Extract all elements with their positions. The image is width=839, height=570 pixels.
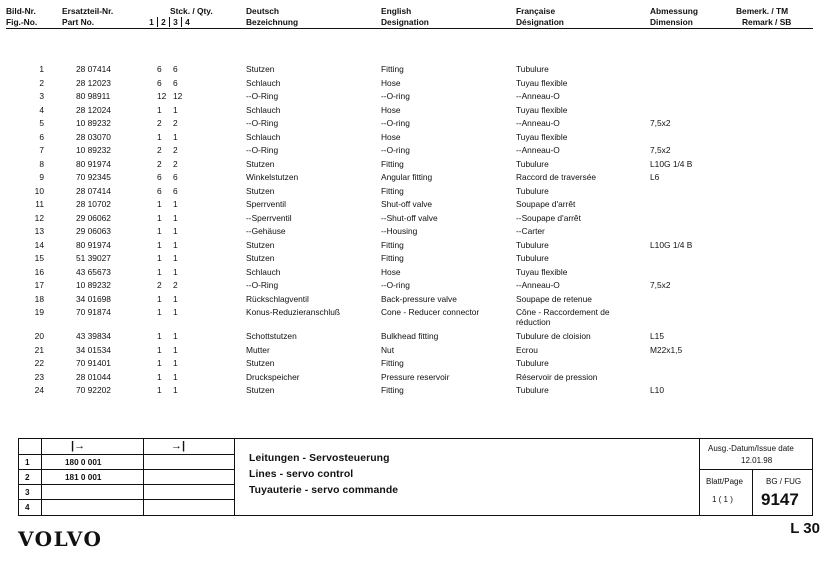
header-de: Deutsch: [246, 6, 280, 16]
cell-q2: 6: [173, 185, 178, 196]
cell-fr: Tuyau flexible: [516, 77, 568, 88]
cell-q2: 12: [173, 91, 183, 101]
cell-no: 13: [34, 226, 44, 236]
cell-q2: 2: [173, 280, 178, 290]
cell-no: 11: [35, 199, 44, 209]
cell-dim: 7,5x2: [650, 280, 671, 290]
cell-no: 7: [39, 145, 44, 155]
cell-q1: 2: [157, 280, 162, 290]
cell-no: 20: [34, 331, 44, 341]
cell-q2: 1: [173, 104, 178, 115]
cell-q2: 1: [173, 199, 178, 209]
volvo-logo: VOLVO: [18, 527, 103, 551]
cell-dim: M22x1,5: [650, 344, 683, 355]
line-number: 1: [25, 458, 30, 467]
cell-de: Schlauch: [246, 77, 281, 88]
to-arrow-icon: →|: [171, 440, 186, 452]
header-fig-en: Fig.-No.: [6, 17, 38, 27]
cell-no: 3: [39, 91, 44, 101]
cell-de: --Sperrventil: [246, 212, 292, 223]
table-row: [0, 253, 839, 267]
cell-q1: 6: [157, 64, 162, 74]
cell-en: --Shut-off valve: [381, 212, 438, 223]
cell-de: --O-Ring: [246, 280, 279, 290]
cell-q1: 1: [157, 239, 162, 250]
supersession-grid: [19, 439, 235, 515]
table-row: [0, 78, 839, 92]
cell-de: Stutzen: [246, 358, 275, 368]
cell-no: 22: [34, 358, 44, 368]
cell-de: Schlauch: [246, 131, 281, 142]
qty-col-4: 4: [181, 17, 193, 27]
table-row: [0, 267, 839, 281]
cell-part: 80 91974: [76, 239, 111, 250]
cell-q1: 1: [157, 226, 162, 236]
cell-fr: Tubulure: [516, 385, 549, 395]
table-row: [0, 345, 839, 359]
cell-fr: Tubulure: [516, 239, 549, 250]
cell-no: 17: [34, 280, 44, 290]
cell-en: Fitting: [381, 158, 404, 169]
cell-fr: Tuyau flexible: [516, 104, 568, 115]
cell-q2: 1: [173, 293, 178, 304]
line-from: 181 0 001: [65, 473, 102, 482]
cell-en: --O-ring: [381, 280, 410, 290]
table-row: [0, 385, 839, 399]
cell-de: Schottstutzen: [246, 331, 297, 341]
cell-q1: 6: [157, 77, 162, 88]
cell-fr: Ecrou: [516, 344, 538, 355]
cell-fr: Réservoir de pression: [516, 371, 598, 382]
cell-part: 28 10702: [76, 199, 111, 209]
qty-col-2: 2: [157, 17, 169, 27]
cell-fr: --Carter: [516, 226, 545, 236]
header-remark-sub: Remark / SB: [742, 17, 792, 27]
cell-q1: 6: [157, 172, 162, 182]
cell-part: 10 89232: [76, 145, 111, 155]
table-row: [0, 172, 839, 186]
cell-q2: 1: [173, 239, 178, 250]
cell-q1: 1: [157, 131, 162, 142]
cell-fr: Tuyau flexible: [516, 131, 568, 142]
cell-de: --O-Ring: [246, 91, 279, 101]
cell-q1: 2: [157, 145, 162, 155]
cell-de: Stutzen: [246, 239, 275, 250]
cell-part: 80 98911: [76, 91, 111, 101]
cell-en: Fitting: [381, 239, 404, 250]
cell-dim: 7,5x2: [650, 145, 671, 155]
title-french: Tuyauterie - servo commande: [249, 485, 399, 496]
cell-q1: 1: [157, 104, 162, 115]
cell-fr: Tubulure: [516, 253, 549, 263]
cell-q2: 1: [173, 371, 178, 382]
cell-en: Fitting: [381, 253, 404, 263]
table-row: [0, 280, 839, 294]
group-number: 9147: [761, 490, 799, 509]
cell-fr: Tubulure: [516, 64, 549, 74]
cell-en: Hose: [381, 266, 401, 277]
cell-de: --O-Ring: [246, 145, 279, 155]
header-fr: Française: [516, 6, 556, 16]
cell-no: 14: [34, 239, 44, 250]
cell-en: Bulkhead fitting: [381, 331, 439, 341]
cell-part: 70 91874: [76, 307, 111, 317]
cell-part: 28 12023: [76, 77, 111, 88]
cell-q1: 2: [157, 158, 162, 169]
cell-de: Schlauch: [246, 104, 281, 115]
cell-part: 70 92202: [76, 385, 111, 395]
cell-q2: 1: [173, 358, 178, 368]
cell-fr: --Anneau-O: [516, 280, 560, 290]
parts-list: [0, 64, 839, 399]
cell-en: Fitting: [381, 358, 404, 368]
table-row: [0, 331, 839, 345]
line-from: 180 0 001: [65, 458, 102, 467]
title-german: Leitungen - Servosteuerung: [249, 453, 390, 464]
line-number: 4: [25, 503, 30, 512]
cell-en: Hose: [381, 104, 401, 115]
cell-fr: Raccord de traversée: [516, 172, 597, 182]
cell-de: Stutzen: [246, 64, 275, 74]
issue-date-label: Ausg.-Datum/Issue date: [708, 444, 794, 453]
cell-no: 4: [39, 104, 44, 115]
table-row: [0, 159, 839, 173]
cell-part: 34 01534: [76, 344, 111, 355]
page-label: Blatt/Page: [706, 477, 743, 486]
cell-q1: 12: [157, 91, 167, 101]
cell-en: Hose: [381, 77, 401, 88]
cell-q1: 1: [157, 385, 162, 395]
cell-no: 16: [34, 266, 44, 277]
cell-de: Stutzen: [246, 253, 275, 263]
cell-q2: 1: [173, 307, 178, 317]
cell-de: Sperrventil: [246, 199, 287, 209]
table-row: [0, 226, 839, 240]
cell-de: Stutzen: [246, 185, 275, 196]
title-english: Lines - servo control: [249, 469, 354, 480]
table-row: [0, 105, 839, 119]
cell-part: 80 91974: [76, 158, 111, 169]
cell-en: --O-ring: [381, 118, 410, 128]
cell-part: 70 92345: [76, 172, 111, 182]
cell-no: 18: [34, 293, 44, 304]
cell-dim: 7,5x2: [650, 118, 671, 128]
cell-q1: 1: [157, 266, 162, 277]
cell-dim: L10G 1/4 B: [650, 158, 693, 169]
cell-part: 29 06062: [76, 212, 111, 223]
page-value: 1 ( 1 ): [712, 495, 733, 504]
cell-part: 29 06063: [76, 226, 111, 236]
cell-part: 43 65673: [76, 266, 111, 277]
cell-no: 24: [34, 385, 44, 395]
cell-q1: 1: [157, 253, 162, 263]
cell-q1: 1: [157, 358, 162, 368]
cell-fr: Tuyau flexible: [516, 266, 568, 277]
cell-fr: Tubulure: [516, 185, 549, 196]
cell-dim: L15: [650, 331, 664, 341]
cell-q2: 1: [173, 212, 178, 223]
header-part-en: Part No.: [62, 17, 95, 27]
cell-q2: 2: [173, 158, 178, 169]
cell-q2: 1: [173, 253, 178, 263]
table-row: [0, 91, 839, 105]
cell-q1: 2: [157, 118, 162, 128]
cell-q2: 6: [173, 64, 178, 74]
cell-fr: Cône - Raccordement de réduction: [516, 307, 610, 327]
table-row: [0, 294, 839, 308]
table-row: [0, 307, 839, 331]
cell-fr: --Anneau-O: [516, 91, 560, 101]
qty-col-3: 3: [169, 17, 181, 27]
title-block: [18, 438, 813, 516]
line-number: 2: [25, 473, 30, 482]
cell-part: 51 39027: [76, 253, 111, 263]
cell-q2: 1: [173, 385, 178, 395]
table-row: [0, 358, 839, 372]
cell-de: Stutzen: [246, 158, 275, 169]
cell-no: 15: [34, 253, 44, 263]
cell-de: --Gehäuse: [246, 226, 286, 236]
cell-q2: 1: [173, 226, 178, 236]
cell-de: Stutzen: [246, 385, 275, 395]
table-header: [0, 6, 839, 38]
cell-q2: 1: [173, 266, 178, 277]
cell-q2: 2: [173, 145, 178, 155]
cell-fr: Tubulure: [516, 358, 549, 368]
cell-q2: 1: [173, 331, 178, 341]
cell-fr: Soupape d'arrêt: [516, 199, 576, 209]
cell-part: 28 03070: [76, 131, 111, 142]
cell-no: 6: [39, 131, 44, 142]
cell-q1: 1: [157, 371, 162, 382]
table-row: [0, 199, 839, 213]
table-row: [0, 132, 839, 146]
cell-part: 28 07414: [76, 185, 111, 196]
cell-en: --O-ring: [381, 145, 410, 155]
cell-en: Hose: [381, 131, 401, 142]
cell-q1: 1: [157, 212, 162, 223]
sheet-code: L 30: [790, 520, 820, 537]
cell-fr: --Soupape d'arrêt: [516, 212, 581, 223]
group-label: BG / FUG: [766, 477, 802, 486]
cell-q2: 6: [173, 172, 178, 182]
cell-q2: 1: [173, 131, 178, 142]
cell-q2: 6: [173, 77, 178, 88]
cell-q1: 1: [157, 199, 162, 209]
cell-en: --O-ring: [381, 91, 410, 101]
from-arrow-icon: |→: [71, 440, 86, 452]
cell-en: Fitting: [381, 185, 404, 196]
cell-no: 21: [34, 344, 44, 355]
header-fr-sub: Désignation: [516, 17, 564, 27]
cell-de: Winkelstutzen: [246, 172, 299, 182]
cell-dim: L10: [650, 385, 664, 395]
header-en: English: [381, 6, 412, 16]
cell-no: 1: [39, 64, 44, 74]
table-row: [0, 186, 839, 200]
cell-fr: Tubulure: [516, 158, 549, 169]
cell-fr: --Anneau-O: [516, 145, 560, 155]
header-de-sub: Bezeichnung: [246, 17, 299, 27]
header-part-de: Ersatzteil-Nr.: [62, 6, 114, 16]
cell-part: 10 89232: [76, 280, 111, 290]
header-qty-columns: [146, 17, 193, 27]
cell-no: 12: [34, 212, 44, 223]
table-row: [0, 372, 839, 386]
cell-en: Angular fitting: [381, 172, 433, 182]
cell-fr: Soupape de retenue: [516, 293, 592, 304]
cell-no: 2: [39, 77, 44, 88]
header-qty: Stck. / Qty.: [170, 6, 213, 16]
cell-en: Fitting: [381, 385, 404, 395]
table-row: [0, 118, 839, 132]
cell-part: 28 12024: [76, 104, 111, 115]
header-rule: [6, 28, 813, 29]
cell-de: Druckspeicher: [246, 371, 300, 382]
table-row: [0, 213, 839, 227]
cell-no: 10: [34, 185, 44, 196]
qty-col-1: 1: [149, 17, 154, 27]
cell-part: 28 07414: [76, 64, 111, 74]
cell-q1: 1: [157, 344, 162, 355]
cell-de: Rückschlagventil: [246, 293, 309, 304]
cell-part: 34 01698: [76, 293, 111, 304]
header-remark: Bemerk. / TM: [736, 6, 789, 16]
cell-de: Mutter: [246, 344, 270, 355]
cell-q1: 1: [157, 293, 162, 304]
cell-q1: 6: [157, 185, 162, 196]
cell-dim: L6: [650, 172, 660, 182]
cell-q2: 1: [173, 344, 178, 355]
cell-de: Schlauch: [246, 266, 281, 277]
cell-en: --Housing: [381, 226, 418, 236]
cell-en: Nut: [381, 344, 395, 355]
cell-de: --O-Ring: [246, 118, 279, 128]
cell-fr: --Anneau-O: [516, 118, 560, 128]
table-row: [0, 145, 839, 159]
cell-en: Fitting: [381, 64, 404, 74]
header-en-sub: Designation: [381, 17, 429, 27]
cell-no: 23: [34, 371, 44, 382]
cell-q2: 2: [173, 118, 178, 128]
header-fig-de: Bild-Nr.: [6, 6, 36, 16]
cell-en: Pressure reservoir: [381, 371, 450, 382]
cell-en: Cone - Reducer connector: [381, 307, 480, 317]
cell-part: 70 91401: [76, 358, 111, 368]
cell-part: 10 89232: [76, 118, 111, 128]
issue-date: 12.01.98: [741, 456, 773, 465]
cell-de: Konus-Reduzieranschluß: [246, 307, 341, 317]
cell-no: 9: [39, 172, 44, 182]
table-row: [0, 240, 839, 254]
issue-block: [699, 439, 813, 515]
cell-part: 43 39834: [76, 331, 111, 341]
cell-dim: L10G 1/4 B: [650, 239, 693, 250]
cell-no: 5: [39, 118, 44, 128]
table-row: [0, 64, 839, 78]
cell-en: Shut-off valve: [381, 199, 433, 209]
cell-no: 8: [39, 158, 44, 169]
cell-fr: Tubulure de cloision: [516, 331, 591, 341]
cell-no: 19: [34, 307, 44, 317]
line-number: 3: [25, 488, 30, 497]
cell-en: Back-pressure valve: [381, 293, 457, 304]
cell-part: 28 01044: [76, 371, 111, 382]
cell-q1: 1: [157, 307, 162, 317]
cell-q1: 1: [157, 331, 162, 341]
header-dim: Abmessung: [650, 6, 698, 16]
header-dim-sub: Dimension: [650, 17, 693, 27]
